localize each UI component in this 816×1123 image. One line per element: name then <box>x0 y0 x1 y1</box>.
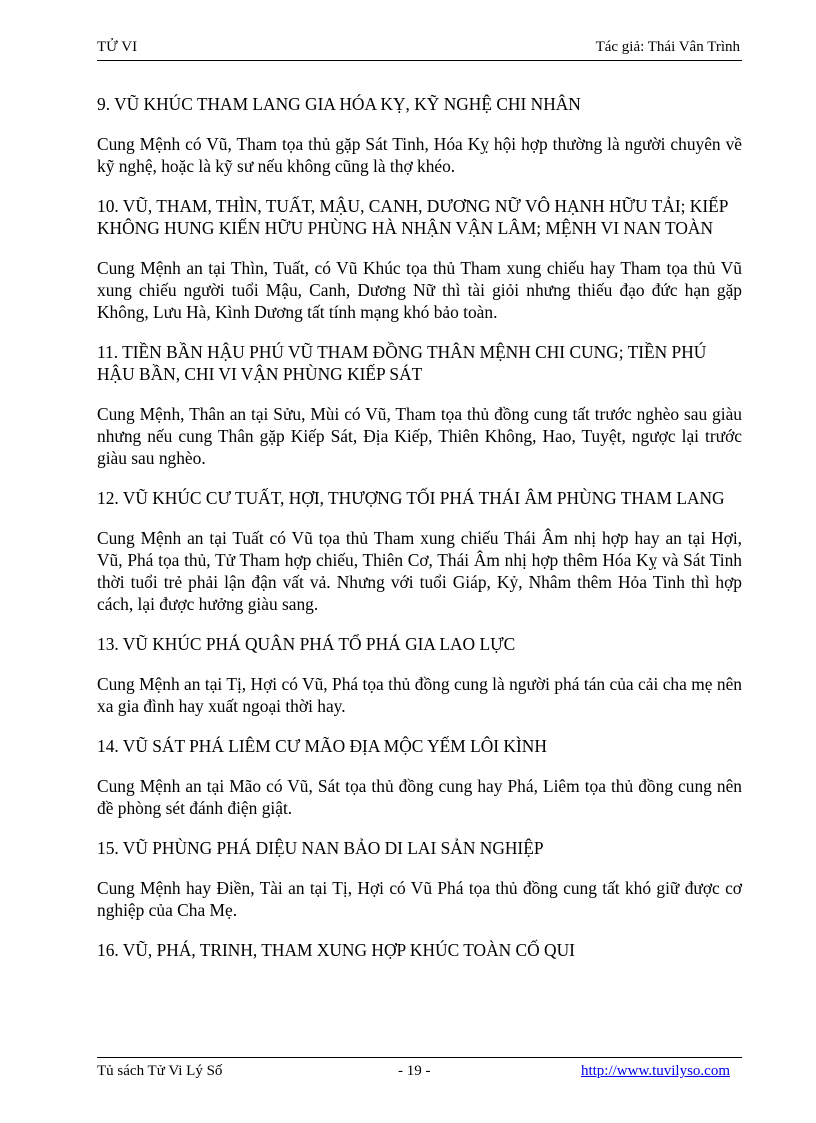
section-heading: 10. VŨ, THAM, THÌN, TUẤT, MẬU, CANH, DƯƠNG NỮ VÔ HẠNH HỮU TẢI; KIẾP KHÔNG HUNG KIẾN HỮU PHÙNG HÀ NHẬN VẬN LÂM; MỆNH VI NAN TOÀN <box>97 196 728 238</box>
footer-series: Tủ sách Tử Vi Lý Số <box>97 1063 223 1079</box>
section-heading: 13. VŨ KHÚC PHÁ QUÂN PHÁ TỔ PHÁ GIA LAO LỰC <box>97 634 516 654</box>
page-footer <box>97 1057 742 1082</box>
section-heading: 11. TIỀN BẦN HẬU PHÚ VŨ THAM ĐỒNG THÂN MỆNH CHI CUNG; TIỀN PHÚ HẬU BẦN, CHI VI VẬN PHÙNG KIẾP SÁT <box>97 342 707 384</box>
page-header <box>97 36 742 61</box>
header-author: Tác giả: Thái Vân Trình <box>595 39 740 55</box>
section-heading: 9. VŨ KHÚC THAM LANG GIA HÓA KỴ, KỸ NGHỆ CHI NHÂN <box>97 94 581 114</box>
section-body: Cung Mệnh, Thân an tại Sửu, Mùi có Vũ, Tham tọa thủ đồng cung tất trước nghèo sau giàu nhưng nếu cung Thân gặp Kiếp Sát, Địa Kiếp, Thiên Không, Hao, Tuyệt, ngược lại trước giàu sau nghèo. <box>97 404 742 468</box>
section-heading: 14. VŨ SÁT PHÁ LIÊM CƯ MÃO ĐỊA MỘC YẾM LÔI KÌNH <box>97 736 547 756</box>
section-body: Cung Mệnh an tại Tuất có Vũ tọa thủ Tham xung chiếu Thái Âm nhị hợp hay an tại Hợi, Vũ, Phá tọa thủ, Tử Tham hợp chiếu, Thiên Cơ, Thái Âm nhị hợp thêm Hóa Kỵ và Sát Tinh thời tuổi trẻ phải lận đận vất vả. Nhưng với tuổi Giáp, Kỷ, Nhâm thêm Hỏa Tinh thì hợp cách, lại được hưởng giàu sang. <box>97 528 742 614</box>
section-heading: 15. VŨ PHÙNG PHÁ DIỆU NAN BẢO DI LAI SẢN NGHIỆP <box>97 838 544 858</box>
footer-link[interactable]: http://www.tuvilyso.com <box>580 1063 730 1079</box>
page-number: - 19 - <box>398 1063 431 1079</box>
section-body: Cung Mệnh an tại Thìn, Tuất, có Vũ Khúc tọa thủ Tham xung chiếu hay Tham tọa thủ Vũ xung chiếu người tuổi Mậu, Canh, Dương Nữ thì tài giỏi nhưng thiếu đạo đức hạn gặp Không, Lưu Hà, Kình Dương tất tính mạng khó bảo toàn. <box>97 258 742 322</box>
section-heading: 12. VŨ KHÚC CƯ TUẤT, HỢI, THƯỢNG TỐI PHÁ THÁI ÂM PHÙNG THAM LANG <box>97 488 725 508</box>
page-content <box>97 93 742 979</box>
section-body: Cung Mệnh an tại Tị, Hợi có Vũ, Phá tọa thủ đồng cung là người phá tán của cải cha mẹ nên xa gia đình hay xuất ngoại thời hay. <box>97 674 742 716</box>
section-body: Cung Mệnh hay Điền, Tài an tại Tị, Hợi có Vũ Phá tọa thủ đồng cung tất khó giữ được cơ nghiệp của Cha Mẹ. <box>97 878 742 920</box>
section-heading: 16. VŨ, PHÁ, TRINH, THAM XUNG HỢP KHÚC TOÀN CỐ QUI <box>97 940 575 960</box>
section-body: Cung Mệnh có Vũ, Tham tọa thủ gặp Sát Tinh, Hóa Kỵ hội hợp thường là người chuyên về kỹ nghệ, hoặc là kỹ sư nếu không cũng là thợ khéo. <box>97 134 742 176</box>
section-body: Cung Mệnh an tại Mão có Vũ, Sát tọa thủ đồng cung hay Phá, Liêm tọa thủ đồng cung nên đề phòng sét đánh điện giật. <box>97 776 742 818</box>
header-title: TỬ VI <box>97 39 138 55</box>
